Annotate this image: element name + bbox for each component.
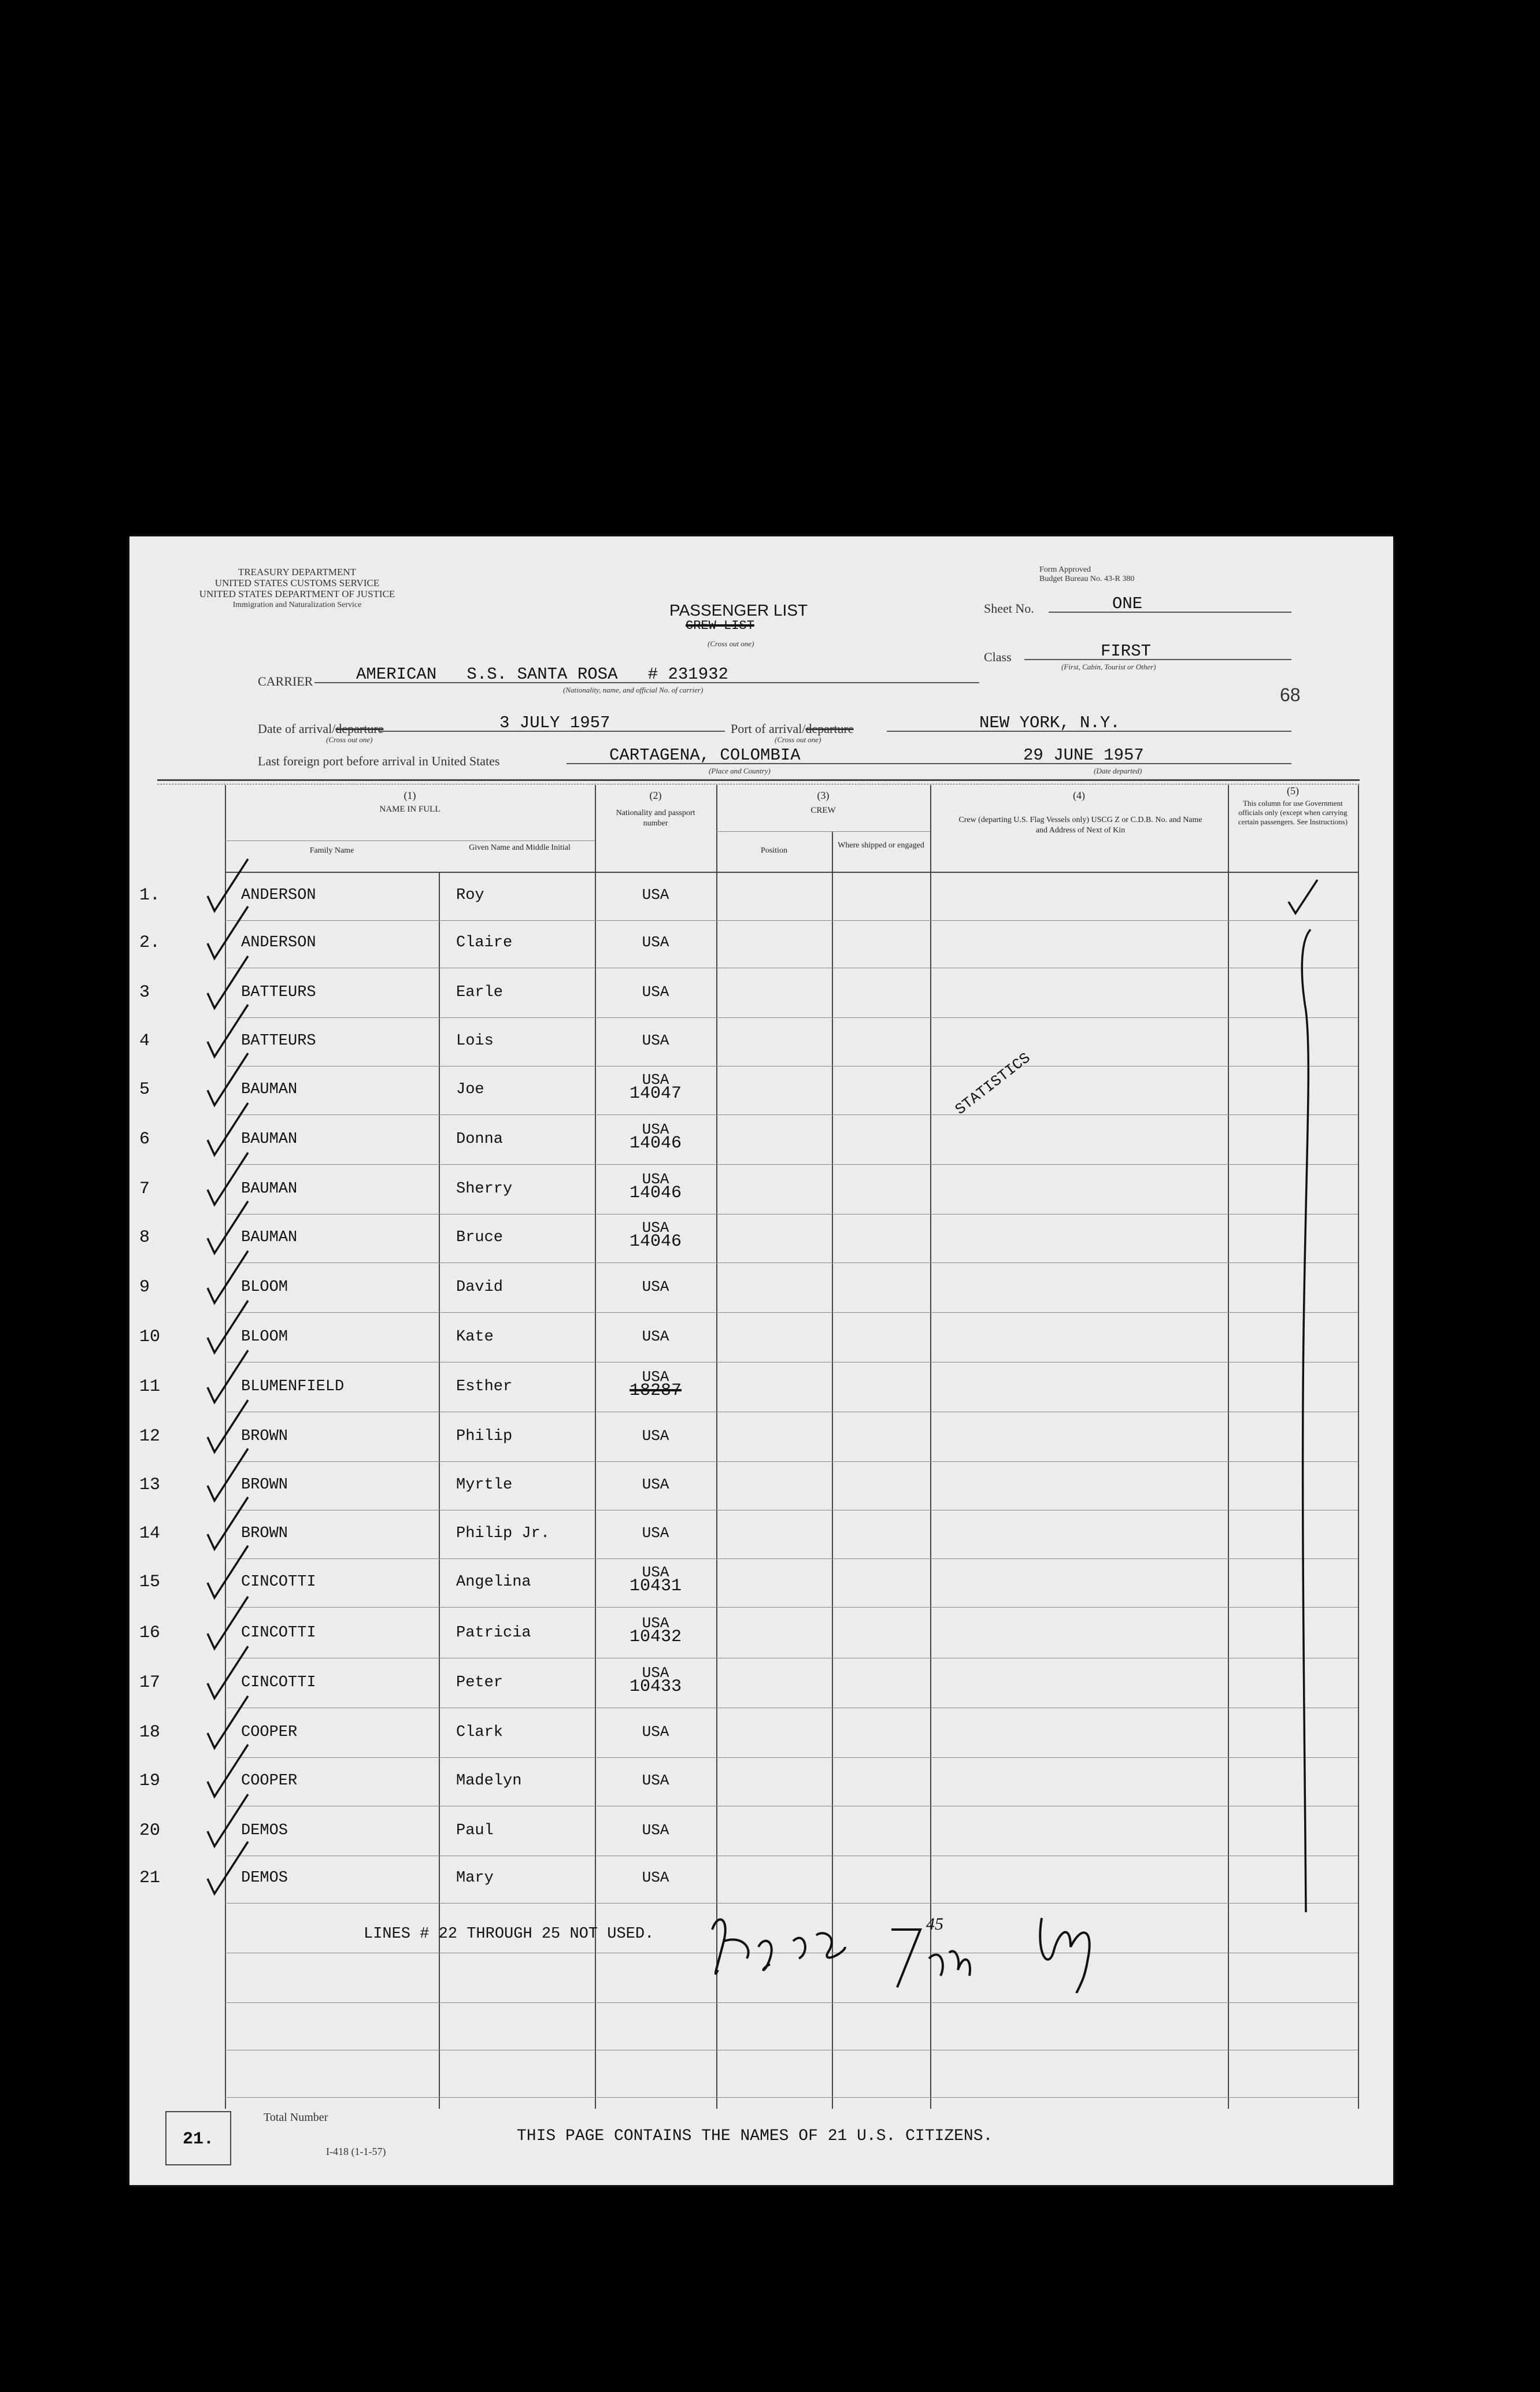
nationality: USA [642, 1032, 669, 1049]
row-rule [225, 1903, 1358, 1904]
row-number: 19 [139, 1771, 161, 1791]
form-approved-line-1: Form Approved [1039, 565, 1091, 574]
col3-title: CREW [810, 806, 836, 815]
form-approved-line-2: Budget Bureau No. 43-R 380 [1039, 575, 1135, 583]
handwritten-time: 45 [926, 1915, 943, 1934]
given-name: Patricia [456, 1624, 531, 1642]
col2-number: (2) [649, 790, 662, 801]
row-rule [225, 1262, 1358, 1263]
nationality: USA [642, 1772, 669, 1789]
form-title: PASSENGER LIST [669, 601, 808, 619]
form-id: I-418 (1-1-57) [326, 2146, 386, 2157]
family-name: ANDERSON [241, 887, 316, 904]
official-column-marks [1242, 872, 1358, 1958]
departed-hint: (Date departed) [1094, 767, 1142, 775]
given-name: Madelyn [456, 1772, 522, 1790]
col4-number: (4) [1073, 790, 1085, 801]
family-name: COOPER [241, 1724, 298, 1741]
port-value: NEW YORK, N.Y. [979, 713, 1120, 732]
carrier-label: CARRIER [258, 674, 313, 688]
family-name: BAUMAN [241, 1081, 298, 1098]
col1-family-header: Family Name [309, 846, 354, 855]
nationality: USA [642, 1664, 669, 1682]
row-rule [225, 1114, 1358, 1115]
row-rule [225, 1461, 1358, 1462]
given-name: Donna [456, 1131, 504, 1148]
carrier-value: AMERICAN S.S. SANTA ROSA # 231932 [356, 665, 728, 684]
col-line-4 [1228, 785, 1229, 2109]
row-number: 3 [139, 983, 150, 1002]
nationality: USA [642, 1869, 669, 1886]
row-number: 16 [139, 1623, 161, 1643]
given-name: Paul [456, 1822, 494, 1839]
sheet-no-line [1049, 612, 1291, 613]
row-number: 7 [139, 1179, 150, 1199]
row-number: 1. [139, 886, 161, 905]
col5-number: (5) [1287, 785, 1299, 797]
arrival-date-label-text: Date of arrival/ [258, 721, 336, 736]
nationality: USA [642, 1615, 669, 1632]
col3-number: (3) [817, 790, 830, 801]
col1-number: (1) [403, 790, 416, 801]
handwritten-signature [701, 1906, 1163, 1993]
family-name: BATTEURS [241, 984, 316, 1001]
port-label [731, 721, 854, 736]
row-rule [225, 2002, 1358, 2003]
family-name: CINCOTTI [241, 1674, 316, 1691]
port-struck: departure [805, 721, 854, 736]
sheet-no-value: ONE [1112, 594, 1143, 613]
nationality: USA [642, 1427, 669, 1445]
row-number: 13 [139, 1475, 161, 1495]
col3-position-header: Position [761, 846, 787, 855]
nationality: USA [642, 1121, 669, 1138]
nationality: USA [642, 1278, 669, 1295]
family-name: BROWN [241, 1476, 288, 1494]
row-rule [225, 1066, 1358, 1067]
nationality: USA [642, 1524, 669, 1542]
dept-line-1: TREASURY DEPARTMENT [238, 566, 357, 577]
given-name: Myrtle [456, 1476, 513, 1494]
port-label-text: Port of arrival/ [731, 721, 806, 736]
last-port-label: Last foreign port before arrival in United States [258, 754, 500, 768]
total-value: 21. [182, 2130, 214, 2149]
row-rule [225, 1017, 1358, 1018]
nationality: USA [642, 1723, 669, 1741]
family-name: COOPER [241, 1772, 298, 1790]
crew-list-struck: CREW LIST [686, 619, 754, 633]
class-label: Class [984, 650, 1012, 664]
family-name: BROWN [241, 1525, 288, 1542]
row-rule [225, 1607, 1358, 1608]
dept-line-4: Immigration and Naturalization Service [232, 601, 362, 609]
row-rule [225, 1558, 1358, 1559]
passport-number: 14046 [629, 1134, 682, 1153]
carrier-hint: (Nationality, name, and official No. of carrier) [563, 686, 704, 694]
row-number: 4 [139, 1031, 150, 1051]
passport-number: 14046 [629, 1183, 682, 1203]
departed-value: 29 JUNE 1957 [1023, 746, 1144, 765]
row-number: 14 [139, 1524, 161, 1543]
page-number: 68 [1280, 684, 1301, 705]
col2-title: Nationality and passport number [616, 809, 695, 828]
arrival-date-struck: departure [335, 721, 384, 736]
family-name: BROWN [241, 1428, 288, 1445]
page-summary: THIS PAGE CONTAINS THE NAMES OF 21 U.S. CITIZENS. [517, 2127, 993, 2145]
family-name: BAUMAN [241, 1229, 298, 1246]
family-name: DEMOS [241, 1822, 288, 1839]
given-name: Mary [456, 1869, 494, 1887]
given-name: Peter [456, 1674, 504, 1691]
given-name: David [456, 1279, 504, 1296]
col1-given-header: Given Name and Middle Initial [469, 843, 571, 852]
col5-title: This column for use Government officials only (except when carrying certain passengers. See Instructions) [1238, 799, 1348, 826]
sheet-no-label: Sheet No. [984, 601, 1034, 616]
row-number: 15 [139, 1572, 161, 1592]
col3-sub-rule [716, 831, 930, 832]
passport-number: 10432 [629, 1627, 682, 1647]
nationality: USA [642, 1368, 669, 1386]
family-name: BLOOM [241, 1328, 288, 1346]
header-bottom-rule [225, 872, 1358, 873]
family-name: CINCOTTI [241, 1624, 316, 1642]
arrival-date-hint: (Cross out one) [326, 735, 373, 744]
passport-number: 14047 [629, 1084, 682, 1104]
given-name: Lois [456, 1032, 494, 1050]
family-name: BAUMAN [241, 1180, 298, 1198]
nationality: USA [642, 1171, 669, 1188]
table-top-rule [157, 779, 1360, 781]
col1-title: NAME IN FULL [379, 805, 440, 814]
row-number: 17 [139, 1673, 161, 1693]
total-box [165, 2111, 231, 2165]
given-name: Kate [456, 1328, 494, 1346]
col1-sub-rule [225, 840, 595, 841]
row-rule [225, 920, 1358, 921]
row-rule [225, 1312, 1358, 1313]
given-name: Joe [456, 1081, 484, 1098]
department-block [170, 566, 424, 610]
col4-title: Crew (departing U.S. Flag Vessels only) USCG Z or C.D.B. No. and Name and Address of Next of Kin [958, 816, 1202, 835]
nationality: USA [642, 886, 669, 904]
row-rule [225, 2097, 1358, 2098]
lines-not-used-note: LINES # 22 THROUGH 25 NOT USED. [364, 1926, 654, 1943]
arrival-date-label [258, 721, 383, 736]
dept-line-3: UNITED STATES DEPARTMENT OF JUSTICE [199, 588, 395, 599]
family-name: BLUMENFIELD [241, 1378, 345, 1395]
passport-number: 10433 [629, 1677, 682, 1697]
passport-number: 10431 [629, 1576, 682, 1596]
class-line [1024, 659, 1291, 660]
given-name: Clark [456, 1724, 504, 1741]
passport-number: 18287 [629, 1381, 682, 1401]
given-name: Sherry [456, 1180, 513, 1198]
dept-line-2: UNITED STATES CUSTOMS SERVICE [214, 577, 380, 588]
nationality: USA [642, 1564, 669, 1581]
given-name: Bruce [456, 1229, 504, 1246]
nationality: USA [642, 1821, 669, 1839]
row-number: 12 [139, 1427, 161, 1446]
nationality: USA [642, 983, 669, 1001]
row-number: 9 [139, 1278, 150, 1297]
col-line-1 [595, 785, 596, 2109]
arrival-date-value: 3 JULY 1957 [499, 713, 610, 732]
nationality: USA [642, 1328, 669, 1345]
row-number: 5 [139, 1080, 150, 1099]
family-name: BATTEURS [241, 1032, 316, 1050]
row-number: 21 [139, 1868, 161, 1888]
row-number: 10 [139, 1327, 161, 1347]
family-name: CINCOTTI [241, 1573, 316, 1591]
nationality: USA [642, 1071, 669, 1088]
family-name: BLOOM [241, 1279, 288, 1296]
given-name: Earle [456, 984, 504, 1001]
family-name: DEMOS [241, 1869, 288, 1887]
last-port-value: CARTAGENA, COLOMBIA [609, 746, 801, 765]
class-hint: (First, Cabin, Tourist or Other) [1061, 662, 1156, 671]
nationality: USA [642, 934, 669, 951]
col-line-family-given [439, 872, 440, 2109]
nationality: USA [642, 1476, 669, 1493]
passenger-list-sheet [129, 536, 1393, 2185]
col-line-5 [1358, 785, 1359, 2109]
row-rule [225, 1164, 1358, 1165]
row-number: 6 [139, 1130, 150, 1149]
form-approved [1039, 565, 1134, 584]
row-rule [225, 1757, 1358, 1758]
given-name: Roy [456, 887, 484, 904]
row-number: 18 [139, 1723, 161, 1742]
row-number: 8 [139, 1228, 150, 1247]
row-number: 20 [139, 1821, 161, 1841]
given-name: Philip Jr. [456, 1525, 550, 1542]
cross-out-note: (Cross out one) [708, 639, 754, 648]
given-name: Claire [456, 934, 513, 951]
last-port-hint: (Place and Country) [709, 767, 771, 775]
family-name: BAUMAN [241, 1131, 298, 1148]
col3-where-header: Where shipped or engaged [838, 841, 924, 850]
given-name: Angelina [456, 1573, 531, 1591]
passport-number: 14046 [629, 1232, 682, 1251]
row-number: 11 [139, 1377, 161, 1397]
total-label: Total Number [264, 2111, 328, 2124]
given-name: Esther [456, 1378, 513, 1395]
row-number: 2. [139, 933, 161, 953]
nationality: USA [642, 1219, 669, 1236]
family-name: ANDERSON [241, 934, 316, 951]
check-mark [202, 1838, 254, 1902]
statistics-stamp: STATISTICS [952, 1049, 1034, 1119]
port-hint: (Cross out one) [775, 735, 821, 744]
class-value: FIRST [1101, 642, 1152, 661]
given-name: Philip [456, 1428, 513, 1445]
